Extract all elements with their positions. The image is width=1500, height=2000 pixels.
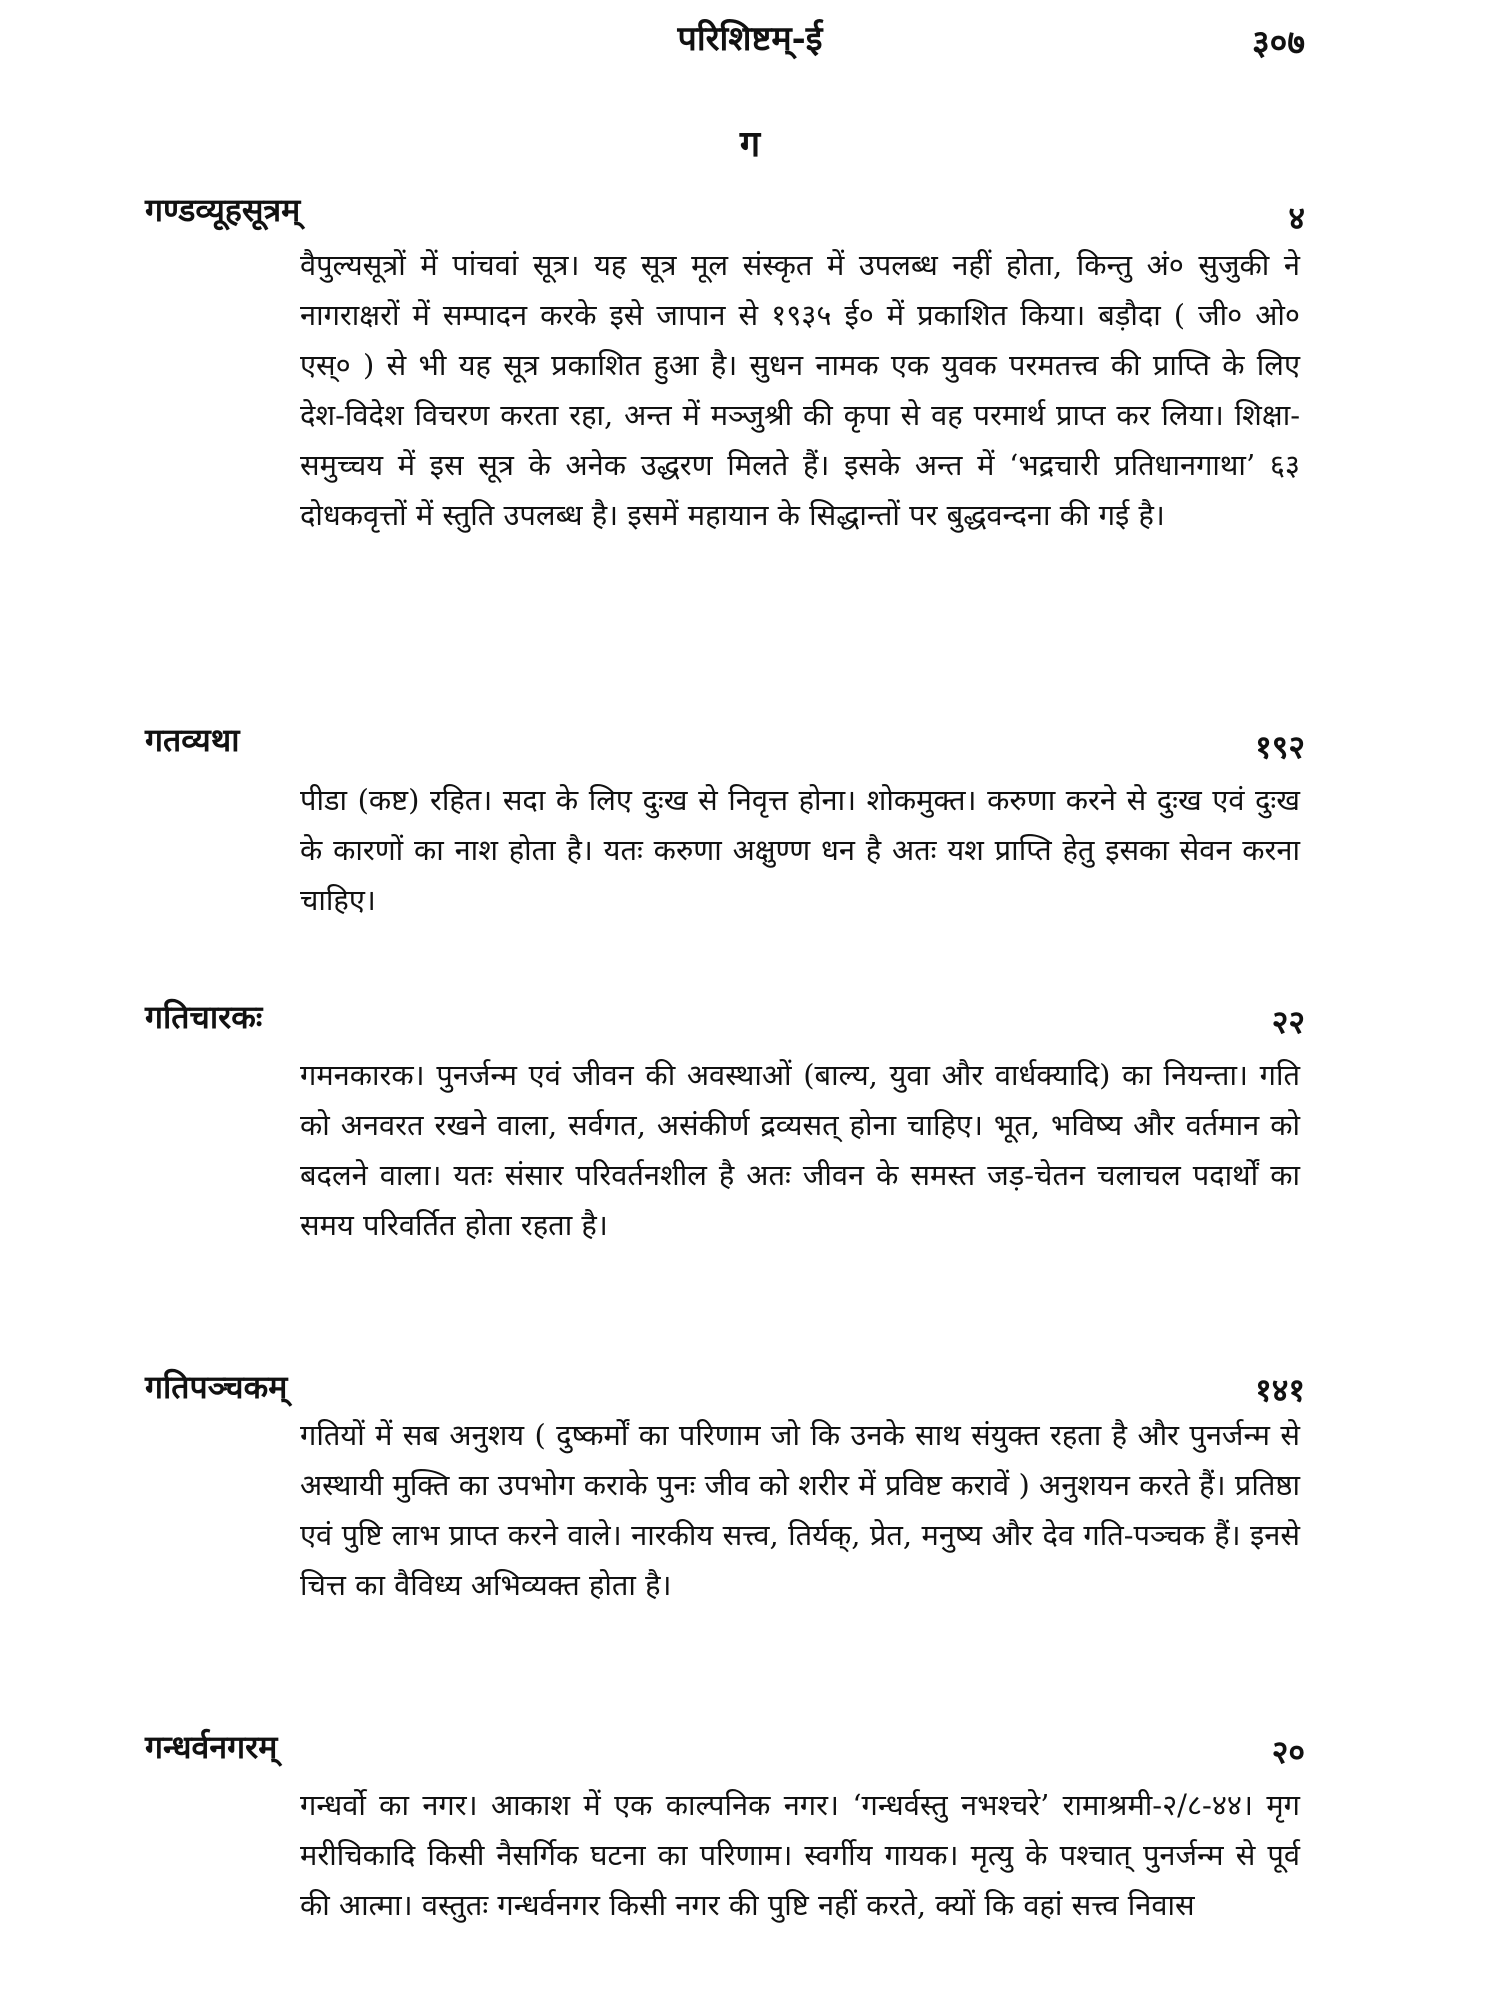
entry-headword: गतिचारकः: [145, 998, 263, 1036]
entry-headword: गतिपञ्चकम्: [145, 1368, 288, 1406]
entry-headword: गतव्यथा: [145, 721, 240, 759]
entry-reference-number: २०: [1271, 1733, 1305, 1771]
entry-headword: गन्धर्वनगरम्: [145, 1728, 278, 1766]
entry-definition: पीडा (कष्ट) रहित। सदा के लिए दुःख से निवृत्त होना। शोकमुक्त। करुणा करने से दुःख एवं दुःख के कारणों का नाश होता है। यतः करुणा अक्षुण्ण धन है अतः यश प्राप्ति हेतु इसका सेवन करना चाहिए।: [300, 783, 1300, 917]
entry-definition: गन्धर्वो का नगर। आकाश में एक काल्पनिक नगर। ‘गन्धर्वस्तु नभश्चरे’ रामाश्रमी-२/८-४४। मृग मरीचिकादि किसी नैसर्गिक घटना का परिणाम। स्वर्गीय गायक। मृत्यु के पश्चात् पुनर्जन्म से पूर्व की आत्मा। वस्तुतः गन्धर्वनगर किसी नगर की पुष्टि नहीं करते, क्यों कि वहां सत्त्व निवास: [300, 1788, 1300, 1922]
entry-reference-number: ४: [1288, 199, 1305, 237]
page-header-title: परिशिष्टम्-ई: [677, 19, 823, 59]
entry-reference-number: १९२: [1255, 728, 1305, 766]
page-number: ३०७: [1251, 23, 1305, 63]
entry-definition: गतियों में सब अनुशय ( दुष्कर्मों का परिणाम जो कि उनके साथ संयुक्त रहता है और पुनर्जन्म से अस्थायी मुक्ति का उपभोग कराके पुनः जीव को शरीर में प्रविष्ट करावें ) अनुशयन करते हैं। प्रतिष्ठा एवं पुष्टि लाभ प्राप्त करने वाले। नारकीय सत्त्व, तिर्यक्, प्रेत, मनुष्य और देव गति-पञ्चक हैं। इनसे चित्त का वैविध्य अभिव्यक्त होता है।: [300, 1418, 1300, 1602]
entry-reference-number: २२: [1271, 1003, 1305, 1041]
entry-reference-number: १४१: [1255, 1371, 1305, 1409]
section-letter: ग: [739, 123, 761, 165]
entry-definition: वैपुल्यसूत्रों में पांचवां सूत्र। यह सूत्र मूल संस्कृत में उपलब्ध नहीं होता, किन्तु अं० सुजुकी ने नागराक्षरों में सम्पादन करके इसे जापान से १९३५ ई० में प्रकाशित किया। बड़ौदा ( जी० ओ० एस्० ) से भी यह सूत्र प्रकाशित हुआ है। सुधन नामक एक युवक परमतत्त्व की प्राप्ति के लिए देश-विदेश विचरण करता रहा, अन्त में मञ्जुश्री की कृपा से वह परमार्थ प्राप्त कर लिया। शिक्षा-समुच्चय में इस सूत्र के अनेक उद्धरण मिलते हैं। इसके अन्त में ‘भद्रचारी प्रतिधानगाथा’ ६३ दोधकवृत्तों में स्तुति उपलब्ध है। इसमें महायान के सिद्धान्तों पर बुद्धवन्दना की गई है।: [300, 248, 1300, 532]
entry-definition: गमनकारक। पुनर्जन्म एवं जीवन की अवस्थाओं (बाल्य, युवा और वार्धक्यादि) का नियन्ता। गति को अनवरत रखने वाला, सर्वगत, असंकीर्ण द्रव्यसत् होना चाहिए। भूत, भविष्य और वर्तमान को बदलने वाला। यतः संसार परिवर्तनशील है अतः जीवन के समस्त जड़-चेतन चलाचल पदार्थों का समय परिवर्तित होता रहता है।: [300, 1058, 1300, 1242]
entry-headword: गण्डव्यूहसूत्रम्: [145, 191, 301, 229]
